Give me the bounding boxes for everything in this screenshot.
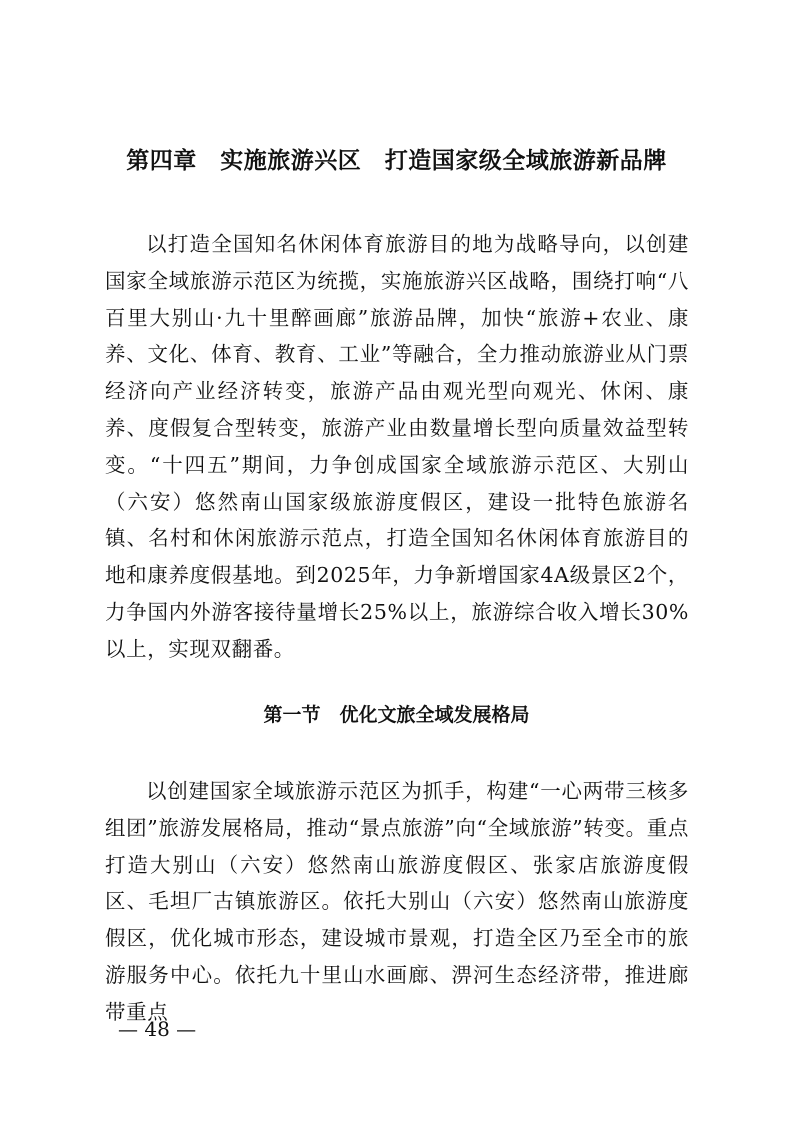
page-number: — 48 — bbox=[118, 1017, 197, 1041]
intro-paragraph: 以打造全国知名休闲体育旅游目的地为战略导向，以创建国家全域旅游示范区为统揽，实施旅游兴区战略，围绕打响“八百里大别山·九十里醉画廊”旅游品牌，加快“旅游+农业、康养、文化、体育、教育、工业”等融合，全力推动旅游业从门票经济向产业经济转变，旅游产品由观光型向观光、休闲、康养、度假复合型转变，旅游产业由数量增长型向质量效益型转变。“十四五”期间，力争创成国家全域旅游示范区、大别山（六安）悠然南山国家级旅游度假区，建设一批特色旅游名镇、名村和休闲旅游示范点，打造全国知名休闲体育旅游目的地和康养度假基地。到2025年，力争新增国家4A级景区2个，力争国内外游客接待量增长25%以上，旅游综合收入增长30%以上，实现双翻番。 bbox=[105, 232, 689, 661]
chapter-title: 第四章 实施旅游兴区 打造国家级全域旅游新品牌 bbox=[126, 148, 667, 174]
section-title: 第一节 优化文旅全域发展格局 bbox=[263, 704, 530, 726]
section-paragraph: 以创建国家全域旅游示范区为抓手，构建“一心两带三核多组团”旅游发展格局，推动“景点旅游”向“全域旅游”转变。重点打造大别山（六安）悠然南山旅游度假区、张家店旅游度假区、毛坦厂古镇旅游区。依托大别山（六安）悠然南山旅游度假区，优化城市形态，建设城市景观，打造全区乃至全市的旅游服务中心。依托九十里山水画廊、淠河生态经济带，推进廊带重点 bbox=[105, 779, 689, 1024]
